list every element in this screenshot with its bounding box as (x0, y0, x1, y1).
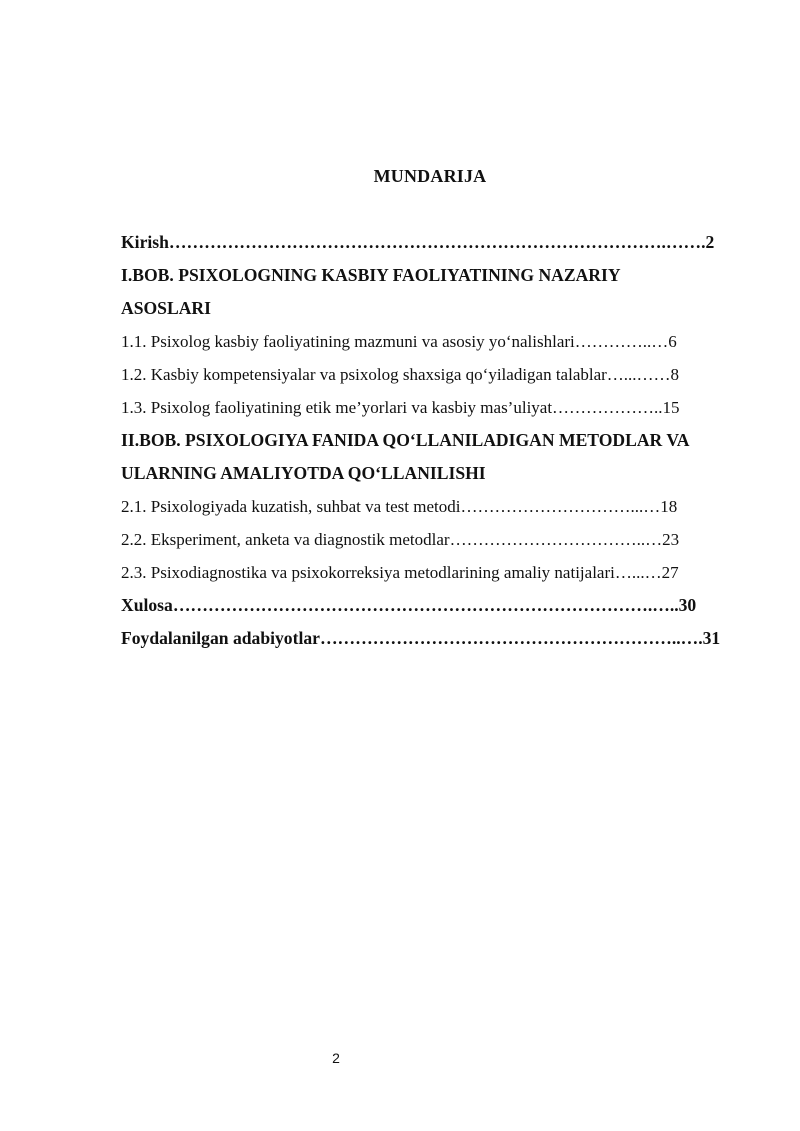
toc-entry-1-3: 1.3. Psixolog faoliyatining etik me’yorlari va kasbiy mas’uliyat………………..15 (121, 398, 680, 417)
toc-chapter-1-heading-cont: ASOSLARI (121, 298, 211, 318)
toc-entry-1-1: 1.1. Psixolog kasbiy faoliyatining mazmuni va asosiy yo‘nalishlari…………..…6 (121, 332, 677, 351)
toc-title: MUNDARIJA (373, 166, 487, 186)
toc-entry-2-2: 2.2. Eksperiment, anketa va diagnostik metodlar……………………………..…23 (121, 530, 680, 549)
toc-entry-conclusion: Xulosa……………………………………………………………………….…..30 (121, 595, 697, 615)
toc-entry-introduction: Kirish………………………………………………………………………….…….2 (121, 232, 715, 252)
toc-chapter-2-heading: II.BOB. PSIXOLOGIYA FANIDA QO‘LLANILADIGAN METODLAR VA (121, 430, 690, 450)
table-of-contents (121, 226, 739, 655)
toc-entry-2-1: 2.1. Psixologiyada kuzatish, suhbat va test metodi…………………………...…18 (121, 497, 678, 516)
toc-entry-references: Foydalanilgan adabiyotlar……………………………………………………..….31 (121, 628, 721, 648)
page-number: 2 (332, 1050, 340, 1066)
toc-entry-1-2: 1.2. Kasbiy kompetensiyalar va psixolog shaxsiga qo‘yiladigan talablar…...……8 (121, 365, 680, 384)
toc-chapter-2-heading-cont: ULARNING AMALIYOTDA QO‘LLANILISHI (121, 463, 486, 483)
toc-entry-2-3: 2.3. Psixodiagnostika va psixokorreksiya metodlarining amaliy natijalari…...…27 (121, 563, 679, 582)
toc-chapter-1-heading: I.BOB. PSIXOLOGNING KASBIY FAOLIYATINING NAZARIY (121, 265, 621, 285)
